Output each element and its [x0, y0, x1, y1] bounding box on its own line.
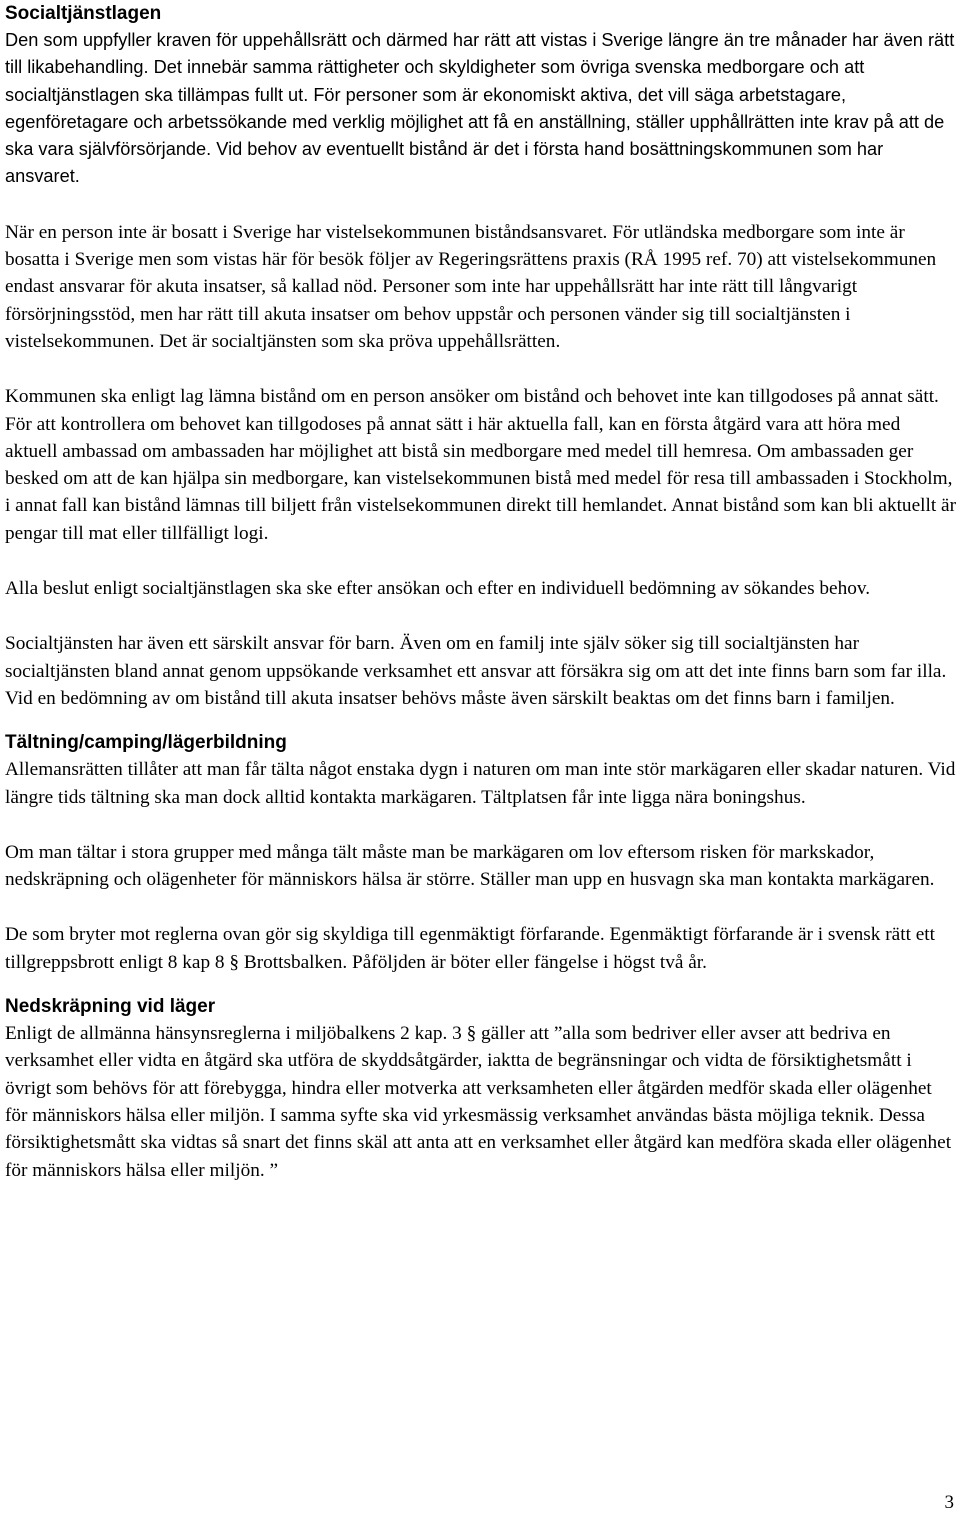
- paragraph-miljobalken: Enligt de allmänna hänsynsreglerna i miljöbalkens 2 kap. 3 § gäller att ”alla som bedriver eller avser att bedriva en verksamhet eller vidta en åtgärd ska utföra de skyddsåtgärder, iaktta de begränsningar och vidta de försiktighetsmått i övrigt som behövs för att förebygga, hindra eller motverka att verksamheten eller åtgärden medför skada eller olägenhet för människors hälsa eller miljön. I samma syfte ska vid yrkesmässig verksamhet användas bästa möjliga teknik. Dessa försiktighetsmått ska vidtas så snart det finns skäl att anta att en verksamhet eller åtgärd kan medföra skada eller olägenhet för människors hälsa eller miljön. ”: [5, 1023, 952, 1181]
- paragraph-stora-grupper: Om man tältar i stora grupper med många tält måste man be markägaren om lov eftersom risken för markskador, nedskräpning och olägenheter för människors hälsa är större. Ställer man upp en husvagn ska man kontakta markägaren.: [5, 841, 935, 891]
- paragraph-allemansratten: Allemansrätten tillåter att man får tälta något enstaka dygn i naturen om man inte stör markägaren eller skadar naturen. Vid längre tids tältning ska man dock alltid kontakta markägaren. Tältplatsen får inte ligga nära boningshus.: [5, 759, 956, 808]
- document-body: [5, 0, 957, 1184]
- paragraph-uppehallsratt: Den som uppfyller kraven för uppehållsrätt och därmed har rätt att vistas i Sverige längre än tre månader har även rätt till likabehandling. Det innebär samma rättigheter och skyldigheter som övriga svenska medborgare och att socialtjänstlagen ska tillämpas fullt ut. För personer som är ekonomiskt aktiva, det vill säga arbetstagare, egenföretagare och arbetssökande med verklig möjlighet att få en anställning, ställer upphållrätten inte krav på att de ska vara självförsörjande. Vid behov av eventuellt bistånd är det i första hand bosättningskommunen som har ansvaret.: [5, 30, 955, 187]
- paragraph-bistandsansvar: När en person inte är bosatt i Sverige har vistelsekommunen biståndsansvaret. För utländska medborgare som inte är bosatta i Sverige men som vistas här för besök följer av Regeringsrättens praxis (RÅ 1995 ref. 70) att vistelsekommunen endast ansvarar för akuta insatser, så kallad nöd. Personer som inte har uppehållsrätt har inte rätt till långvarigt försörjningsstöd, men har rätt till akuta insatser om behov uppstår och personen vänder sig till socialtjänsten i vistelsekommunen. Det är socialtjänsten som ska pröva uppehållsrätten.: [5, 221, 937, 352]
- paragraph-egenmaktigt: De som bryter mot reglerna ovan gör sig skyldiga till egenmäktigt förfarande. Egenmäktigt förfarande är i svensk rätt ett tillgreppsbrott enligt 8 kap 8 § Brottsbalken. Påföljden är böter eller fängelse i högst två år.: [5, 924, 936, 973]
- paragraph-beslut: Alla beslut enligt socialtjänstlagen ska ske efter ansökan och efter en individuell bedömning av sökandes behov.: [5, 578, 871, 600]
- page-number: 3: [944, 1492, 954, 1513]
- paragraph-kommunen-bistand: Kommunen ska enligt lag lämna bistånd om en person ansöker om bistånd och behovet inte kan tillgodoses på annat sätt. För att kontrollera om behovet kan tillgodoses på annat sätt i här aktuella fall, kan en första åtgärd vara att höra med aktuell ambassad om ambassaden har möjlighet att bistå sin medborgare med medel till hemresa. Om ambassaden ger besked om att de kan hjälpa sin medborgare, kan vistelsekommunen bistå med medel för resa till ambassaden i Stockholm, i annat fall kan bistånd lämnas till biljett från vistelsekommunen direkt till hemlandet. Annat bistånd som kan bli aktuellt är pengar till mat eller tillfälligt logi.: [5, 386, 957, 544]
- section-heading-taltning: Tältning/camping/lägerbildning: [5, 732, 287, 754]
- section-heading-nedskrapning: Nedskräpning vid läger: [5, 996, 216, 1018]
- section-heading-socialtjanstlagen: Socialtjänstlagen: [5, 3, 162, 24]
- paragraph-barn: Socialtjänsten har även ett särskilt ansvar för barn. Även om en familj inte själv söker sig till socialtjänsten har socialtjänsten bland annat genom uppsökande verksamhet ett ansvar att försäkra sig om att det inte finns barn som far illa. Vid en bedömning av om bistånd till akuta insatser behövs måste även särskilt beaktas om det finns barn i familjen.: [5, 633, 947, 709]
